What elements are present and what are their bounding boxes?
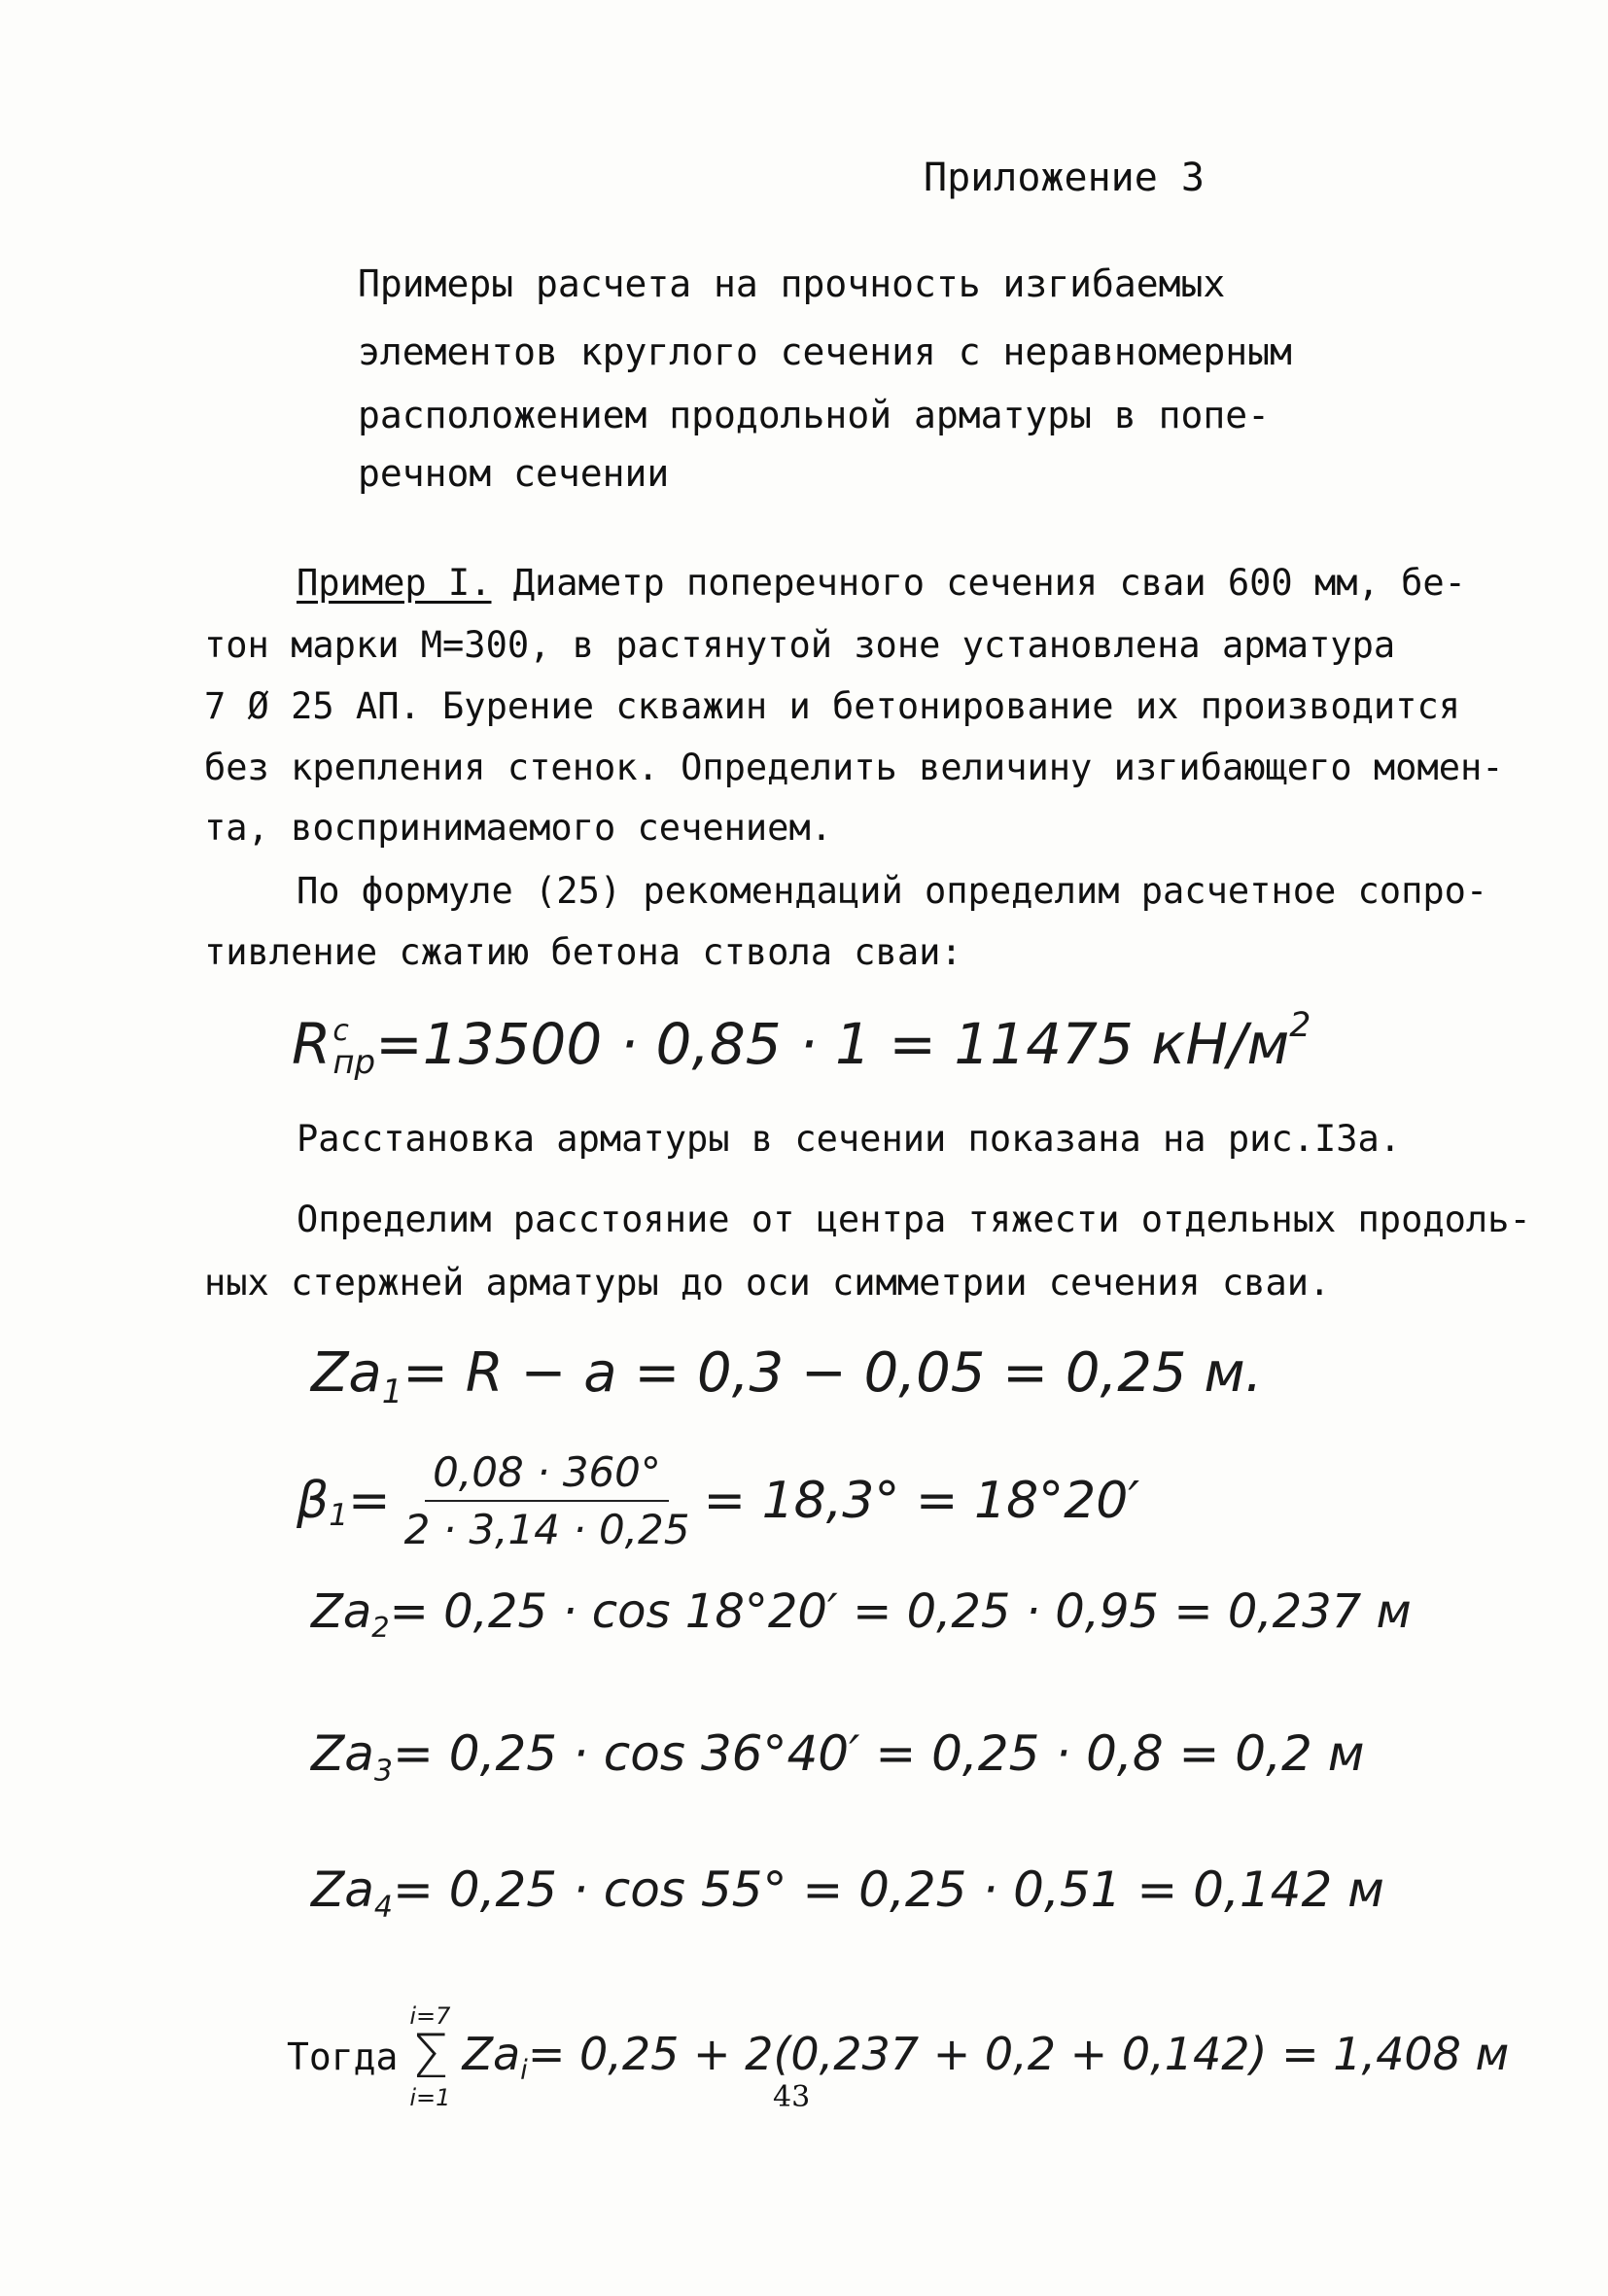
example-line-4: без крепления стенок. Определить величину изгибающего момен- [204,747,1504,788]
formula-beta-sub: 1 [329,1497,349,1533]
formula-R-rhs: =13500 · 0,85 · 1 = 11475 кН/м [375,1010,1290,1077]
example-line-3: 7 Ø 25 АП. Бурение скважин и бетонирование их производится [204,685,1461,727]
formula-beta-num: 0,08 · 360° [425,1448,669,1502]
formula-za2-rhs: = 0,25 · cos 18°20′ = 0,25 · 0,95 = 0,237 м [389,1584,1412,1639]
formula-beta-rhs: = 18,3° = 18°20′ [703,1472,1140,1530]
page-number: 43 [773,2080,811,2114]
formula-za1-lhs: Za [311,1341,382,1405]
formula-beta: $\beta_1=$ $\frac{0,08 \cdot 360^\circ}{2 \cdot 3,14 \cdot 0,25}$ = 18,3° = 18°20′ [297,1448,1140,1553]
formula-beta-fraction [397,1448,698,1553]
formula-sum [287,2002,1509,2111]
title-line-1: Примеры расчета на прочность изгибаемых [358,262,1226,305]
formula-za4 [311,1861,1384,1925]
distance-line-1: Определим расстояние от центра тяжести отдельных продоль- [297,1199,1531,1240]
appendix-label: Приложение 3 [924,156,1205,200]
formula-sum-upper: i=7 [409,2002,451,2030]
distance-line-2: ных стержней арматуры до оси симметрии сечения сваи. [204,1262,1331,1304]
formula-za3 [311,1725,1364,1789]
title-line-4: речном сечении [358,452,670,495]
formula-za3-sub: 3 [373,1754,393,1789]
sigma-icon: Σ [410,2021,449,2092]
example-label: Пример I. [297,562,492,604]
example-line-1 [297,562,1466,604]
example-line-5: та, воспринимаемого сечением. [204,807,833,849]
formula-R-sub: пр [332,1042,376,1082]
formula-beta-lhs: β [297,1472,330,1530]
formula-sum-term: Za [462,2028,521,2081]
formula-sum-prefix: Тогда [287,2035,399,2078]
formula-sum-lower: i=1 [409,2083,451,2111]
formula-za4-rhs: = 0,25 · cos 55° = 0,25 · 0,51 = 0,142 м [393,1861,1384,1918]
formula-R-sup: c [332,1013,349,1048]
figure-reference: Расстановка арматуры в сечении показана на рис.I3а. [297,1118,1402,1160]
formula-sum-rhs: = 0,25 + 2(0,237 + 0,2 + 0,142) = 1,408 м [527,2028,1510,2081]
formula-sum-term-sub: i [520,2053,528,2086]
formula-za1-sub: 1 [381,1372,403,1410]
formula25-line-2: тивление сжатию бетона ствола сваи: [204,931,962,973]
title-line-2: элементов круглого сечения с неравномерным [358,330,1292,373]
formula25-line-1: По формуле (25) рекомендаций определим расчетное сопро- [297,870,1488,912]
formula-za2 [311,1584,1412,1644]
formula-za3-rhs: = 0,25 · cos 36°40′ = 0,25 · 0,8 = 0,2 м [393,1725,1365,1782]
formula-R [292,1006,1311,1082]
formula-za4-lhs: Za [311,1861,374,1918]
formula-za4-sub: 4 [373,1890,393,1925]
title-line-3: расположением продольной арматуры в попе- [358,394,1270,436]
formula-za2-sub: 2 [371,1611,390,1645]
example-line-1-text: Диаметр поперечного сечения сваи 600 мм, бе- [491,562,1466,604]
formula-R-unit-sup: 2 [1289,1006,1311,1045]
formula-beta-den: 2 · 3,14 · 0,25 [403,1506,690,1553]
example-line-2: тон марки М=300, в растянутой зоне установлена арматура [204,624,1396,666]
formula-za1 [311,1341,1262,1410]
formula-za1-rhs: = R − a = 0,3 − 0,05 = 0,25 м. [402,1341,1263,1405]
formula-R-base: R [292,1010,332,1077]
formula-za3-lhs: Za [311,1725,374,1782]
formula-za2-lhs: Za [311,1584,372,1639]
formula-sum-sigma [409,2002,450,2111]
